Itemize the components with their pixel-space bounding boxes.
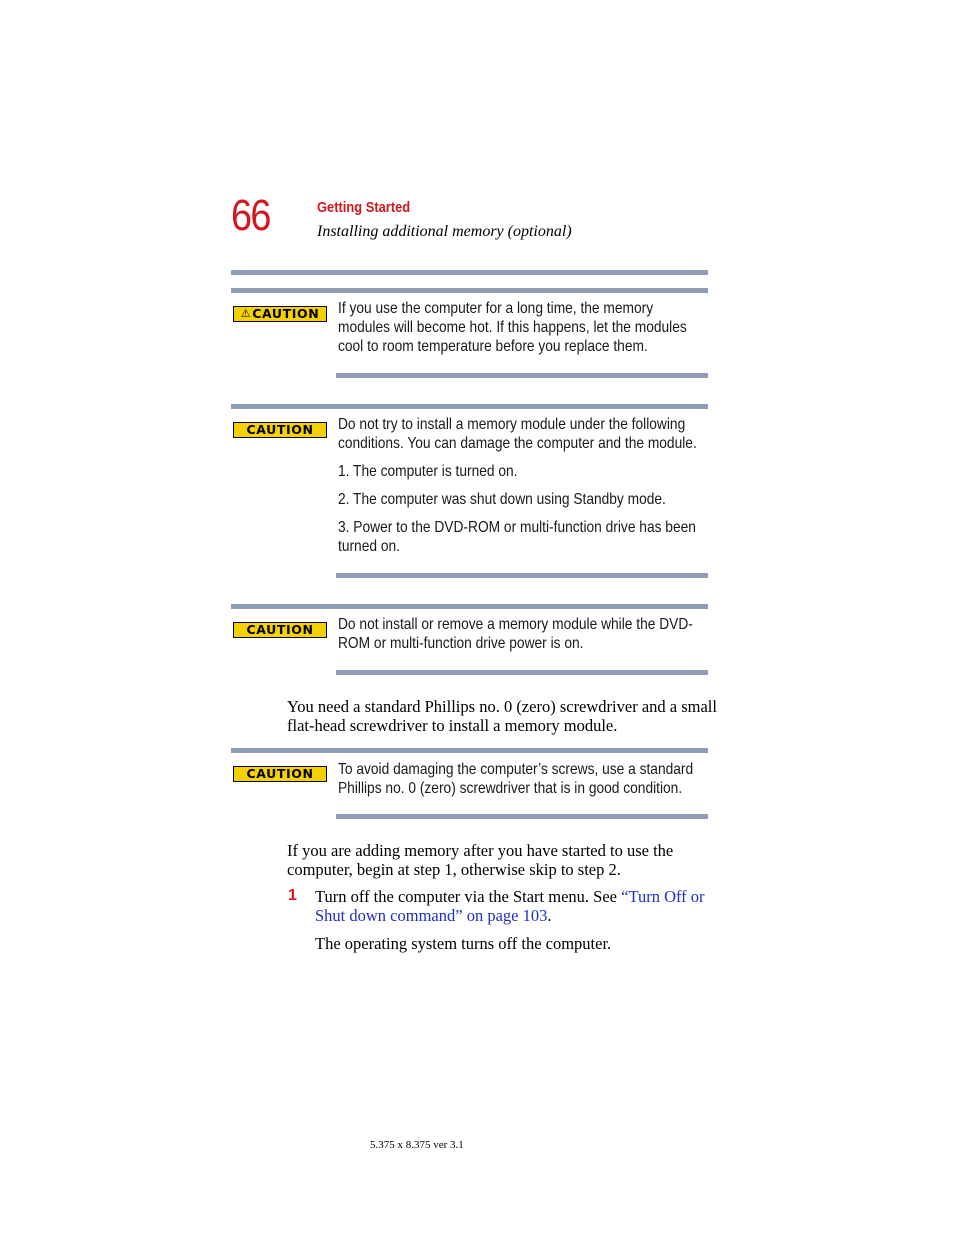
caution-note	[338, 615, 699, 653]
caution-top-rule	[231, 404, 708, 409]
caution-bottom-rule	[336, 670, 708, 675]
caution-bottom-rule	[336, 373, 708, 378]
caution-bottom-rule	[336, 814, 708, 819]
caution-text: If you use the computer for a long time, the memory modules will become hot. If this happens, let the modules cool to room temperature before you replace them.	[338, 300, 687, 355]
caution-label: CAUTION	[246, 622, 314, 637]
caution-top-rule	[231, 604, 708, 609]
caution-label: CAUTION	[246, 422, 314, 437]
screwdriver-paragraph: You need a standard Phillips no. 0 (zero) screwdriver and a small flat-head screwdriver to install a memory module.	[287, 697, 717, 735]
page-footer: 5.375 x 8.375 ver 3.1	[370, 1139, 464, 1151]
step-number: 1	[288, 887, 297, 904]
caution-note	[338, 760, 699, 798]
caution-label: CAUTION	[252, 306, 320, 321]
caution-note	[338, 415, 699, 556]
body-paragraph	[287, 841, 717, 879]
caution-list-item: 2. The computer was shut down using Standby mode.	[338, 491, 666, 508]
page-number: 66	[231, 191, 270, 240]
adding-memory-paragraph: If you are adding memory after you have started to use the computer, begin at step 1, otherwise skip to step 2.	[287, 841, 674, 879]
caution-top-rule	[231, 270, 708, 275]
step-text-before: Turn off the computer via the Start menu. See	[315, 887, 622, 906]
caution-text: Do not try to install a memory module under the following conditions. You can damage the computer and the module.	[338, 416, 697, 452]
caution-text: Do not install or remove a memory module while the DVD-ROM or multi-function drive power is on.	[338, 616, 693, 652]
caution-bottom-rule	[336, 573, 708, 578]
body-paragraph	[287, 697, 717, 735]
caution-badge	[233, 422, 327, 438]
caution-badge	[233, 622, 327, 638]
caution-list-item: 1. The computer is turned on.	[338, 463, 518, 480]
step-text	[315, 887, 715, 925]
turn-off-command-link[interactable]: “Turn Off or Shut down command” on page 103	[315, 887, 705, 925]
section-title: Installing additional memory (optional)	[317, 223, 572, 240]
caution-badge	[233, 306, 327, 322]
step-text-after: .	[547, 906, 552, 925]
warning-triangle-icon: ⚠	[240, 307, 252, 320]
step-result: The operating system turns off the computer.	[315, 934, 612, 953]
caution-top-rule	[231, 748, 708, 753]
caution-top-rule	[231, 288, 708, 293]
caution-note	[338, 299, 699, 356]
caution-badge	[233, 766, 327, 782]
chapter-title: Getting Started	[317, 199, 411, 216]
caution-text: To avoid damaging the computer’s screws, use a standard Phillips no. 0 (zero) screwdriver that is in good condition.	[338, 761, 694, 797]
caution-list-item: 3. Power to the DVD-ROM or multi-function drive has been turned on.	[338, 519, 696, 555]
caution-label: CAUTION	[246, 766, 314, 781]
